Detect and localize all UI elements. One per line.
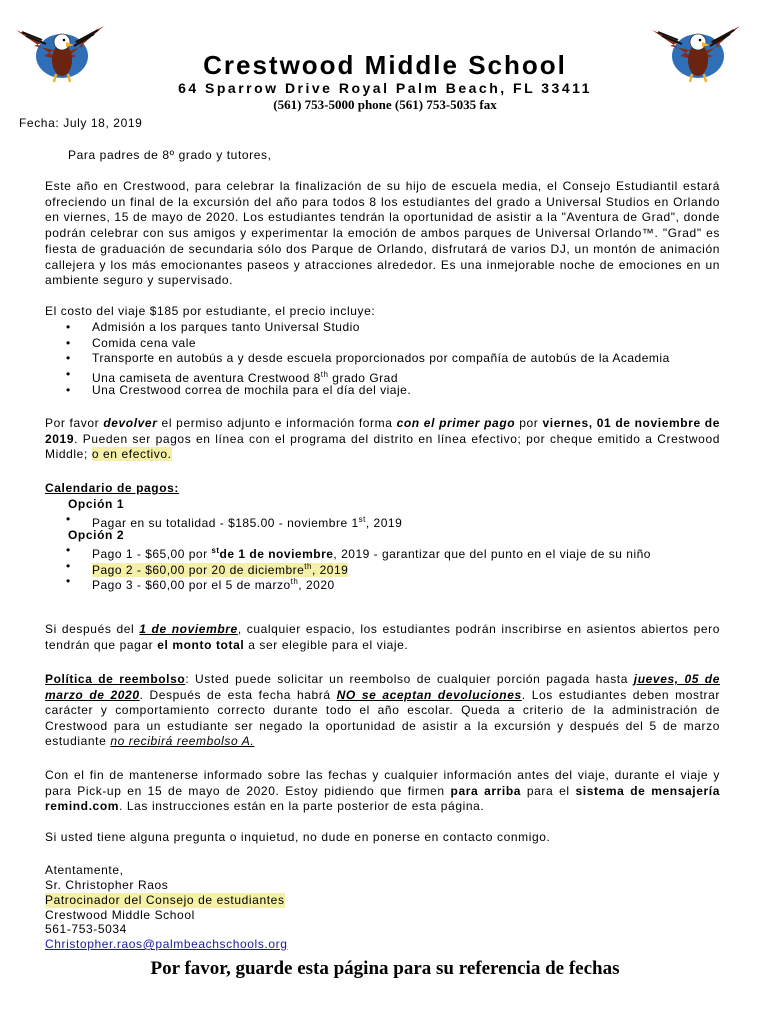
remind-paragraph: Con el fin de mantenerse informado sobre las fechas y cualquier información antes del viaje, durante el viaje y para Pick-up en 15 de mayo de 2020. Estoy pidiendo que firmen para arriba para el sistema de mensajería remind.com. Las instrucciones están en la parte posterior de esta página. <box>45 768 720 814</box>
school-address: 64 Sparrow Drive Royal Palm Beach, FL 33411 <box>178 80 592 96</box>
return-paragraph: Por favor devolver el permiso adjunto e información forma con el primer pago por viernes, 01 de noviembre de 2019. Pueden ser pagos en línea con el programa del distrito en línea efectivo; por cheque emitido a Crestwood Middle; o en efectivo. <box>45 416 720 462</box>
payment-item: • Pago 2 - $60,00 por 20 de diciembre$^{th}$, 2019 <box>92 559 348 579</box>
school-phone: (561) 753-5000 phone (561) 753-5035 fax <box>273 97 497 112</box>
late-enrollment-paragraph: Si después del 1 de noviembre, cualquier espacio, los estudiantes podrán inscribirse en asientos abiertos pero tendrán que pagar el monto total a ser elegible para el viaje. <box>45 622 720 652</box>
cost-heading: El costo del viaje $185 por estudiante, el precio incluye: <box>45 304 376 318</box>
signer-school: Crestwood Middle School <box>45 908 195 922</box>
cost-item: • Admisión a los parques tanto Universal Studio <box>92 320 360 336</box>
schedule-heading: Calendario de pagos: <box>45 481 180 495</box>
signer-email-link[interactable]: Christopher.raos@palmbeachschools.org <box>45 937 288 951</box>
refund-paragraph: Política de reembolso: Usted puede solicitar un reembolso de cualquier porción pagada hasta jueves, 05 de marzo de 2020. Después de esta fecha habrá NO se aceptan devoluciones. Los estudiantes deben mostrar carácter y comportamiento correcto durante todo el año escolar. Queda a criterio de la administración de Crestwood para un estudiante ser negado la oportunidad de asistir a la excursión y después del 5 de marzo estudiante no recibirá reembolso A. <box>45 672 720 749</box>
closing: Atentamente, <box>45 863 124 877</box>
payment-item: • Pago 3 - $60,00 por el 5 de marzo$^{th}$, 2020 <box>92 574 335 594</box>
eagle-logo <box>14 16 106 86</box>
intro-paragraph: Este año en Crestwood, para celebrar la finalización de su hijo de escuela media, el Consejo Estudiantil estará ofreciendo un final de la excursión del año para todos 8 los estudiantes del grado a Universal Studios en Orlando en viernes, 15 de mayo de 2020. Los estudiantes tendrán la oportunidad de asistir a la "Aventura de Grad", donde podrán celebrar con sus amigos y experimentar la emoción de ambos parques de Universal Orlando™. "Grad" es fiesta de graduación de secundaria sólo dos Parque de Orlando, disfrutará de varios DJ, un montón de animación callejera y los más emocionantes paseos y atracciones alrededor. Es una inmejorable noche de emociones en un ambiente seguro y supervisado. <box>45 179 720 288</box>
payment-item: • Pagar en su totalidad - $185.00 - noviembre 1st, 2019 <box>92 512 402 532</box>
signer-name: Sr. Christopher Raos <box>45 878 169 892</box>
option-1-label: Opción 1 <box>68 497 125 511</box>
greeting: Para padres de 8º grado y tutores, <box>68 148 272 162</box>
cost-item: • Una Crestwood correa de mochila para el día del viaje. <box>92 383 411 399</box>
cost-item: • Una camiseta de aventura Crestwood 8th grado Grad <box>92 367 398 387</box>
cost-item: • Transporte en autobús a y desde escuela proporcionados por compañía de autobús de la Academia <box>92 351 670 367</box>
cost-item: • Comida cena vale <box>92 336 196 352</box>
option-2-label: Opción 2 <box>68 528 125 542</box>
payment-item: • Pago 1 - $65,00 por $^{st}$de 1 de noviembre, 2019 - garantizar que del punto en el viaje de su niño <box>92 543 651 563</box>
school-name: Crestwood Middle School <box>203 50 567 80</box>
signer-phone: 561-753-5034 <box>45 922 127 936</box>
questions-line: Si usted tiene alguna pregunta o inquietud, no dude en ponerse en contacto conmigo. <box>45 830 551 844</box>
signer-role: Patrocinador del Consejo de estudiantes <box>45 893 285 907</box>
footer-note: Por favor, guarde esta página para su referencia de fechas <box>150 958 620 979</box>
letter-date: Fecha: July 18, 2019 <box>19 116 143 130</box>
